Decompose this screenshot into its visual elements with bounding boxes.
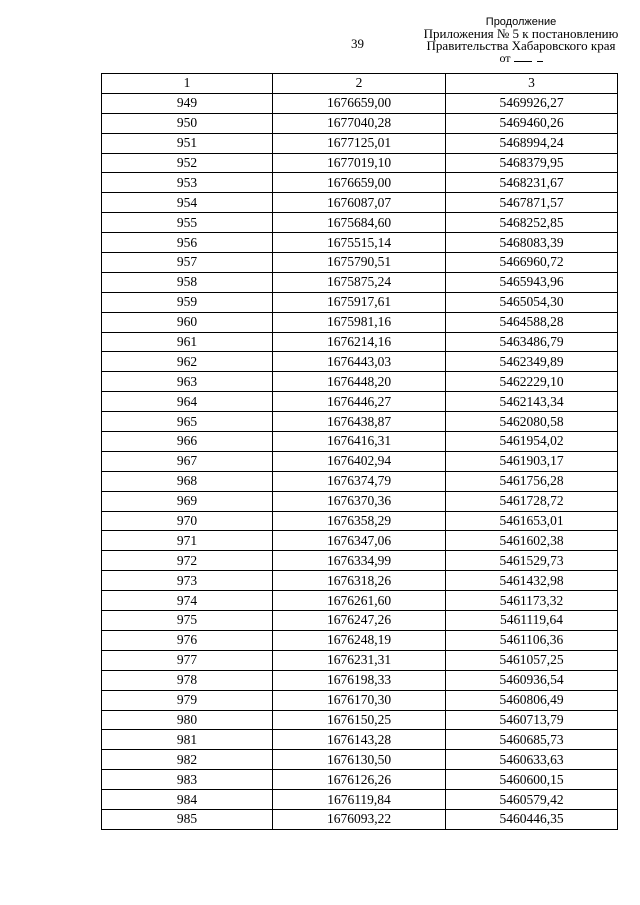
x-coordinate-cell: 1675981,16 <box>273 312 446 332</box>
document-header <box>410 16 632 64</box>
point-number-cell: 949 <box>102 93 273 113</box>
point-number-cell: 965 <box>102 412 273 432</box>
government-line: Правительства Хабаровского края <box>426 38 616 53</box>
y-coordinate-cell: 5462143,34 <box>446 392 618 412</box>
point-number-cell: 981 <box>102 730 273 750</box>
point-number-cell: 957 <box>102 253 273 273</box>
y-coordinate-cell: 5461954,02 <box>446 432 618 452</box>
x-coordinate-cell: 1676446,27 <box>273 392 446 412</box>
x-coordinate-cell: 1675515,14 <box>273 233 446 253</box>
table-row <box>102 332 618 352</box>
x-coordinate-cell: 1676358,29 <box>273 511 446 531</box>
date-blank-tail <box>537 53 543 62</box>
point-number-cell: 953 <box>102 173 273 193</box>
x-coordinate-cell: 1675917,61 <box>273 292 446 312</box>
y-coordinate-cell: 5461903,17 <box>446 451 618 471</box>
table-row <box>102 233 618 253</box>
x-coordinate-cell: 1676374,79 <box>273 471 446 491</box>
point-number-cell: 974 <box>102 591 273 611</box>
page-number: 39 <box>351 36 364 51</box>
y-coordinate-cell: 5468379,95 <box>446 153 618 173</box>
y-coordinate-cell: 5463486,79 <box>446 332 618 352</box>
y-coordinate-cell: 5461106,36 <box>446 630 618 650</box>
y-coordinate-cell: 5468994,24 <box>446 133 618 153</box>
y-coordinate-cell: 5460713,79 <box>446 710 618 730</box>
y-coordinate-cell: 5462080,58 <box>446 412 618 432</box>
x-coordinate-cell: 1677125,01 <box>273 133 446 153</box>
point-number-cell: 956 <box>102 233 273 253</box>
point-number-cell: 979 <box>102 690 273 710</box>
point-number-cell: 972 <box>102 551 273 571</box>
table-row <box>102 113 618 133</box>
x-coordinate-cell: 1676334,99 <box>273 551 446 571</box>
point-number-cell: 954 <box>102 193 273 213</box>
y-coordinate-cell: 5464588,28 <box>446 312 618 332</box>
table-row <box>102 611 618 631</box>
x-coordinate-cell: 1676130,50 <box>273 750 446 770</box>
table-header-row <box>102 74 618 94</box>
x-coordinate-cell: 1676370,36 <box>273 491 446 511</box>
x-coordinate-cell: 1676247,26 <box>273 611 446 631</box>
table-row <box>102 750 618 770</box>
table-row <box>102 710 618 730</box>
y-coordinate-cell: 5460685,73 <box>446 730 618 750</box>
table-body <box>102 93 618 829</box>
x-coordinate-cell: 1676126,26 <box>273 770 446 790</box>
x-coordinate-cell: 1676143,28 <box>273 730 446 750</box>
table-row <box>102 272 618 292</box>
table-row <box>102 153 618 173</box>
y-coordinate-cell: 5460446,35 <box>446 809 618 829</box>
table-row <box>102 630 618 650</box>
table-row <box>102 471 618 491</box>
point-number-cell: 952 <box>102 153 273 173</box>
table-row <box>102 253 618 273</box>
x-coordinate-cell: 1676248,19 <box>273 630 446 650</box>
x-coordinate-cell: 1676443,03 <box>273 352 446 372</box>
x-coordinate-cell: 1676087,07 <box>273 193 446 213</box>
point-number-cell: 963 <box>102 372 273 392</box>
y-coordinate-cell: 5460806,49 <box>446 690 618 710</box>
y-coordinate-cell: 5462349,89 <box>446 352 618 372</box>
y-coordinate-cell: 5468252,85 <box>446 213 618 233</box>
y-coordinate-cell: 5461728,72 <box>446 491 618 511</box>
y-coordinate-cell: 5468231,67 <box>446 173 618 193</box>
x-coordinate-cell: 1676402,94 <box>273 451 446 471</box>
point-number-cell: 955 <box>102 213 273 233</box>
table-row <box>102 730 618 750</box>
x-coordinate-cell: 1676170,30 <box>273 690 446 710</box>
column-header-y: 3 <box>446 74 618 94</box>
y-coordinate-cell: 5461173,32 <box>446 591 618 611</box>
y-coordinate-cell: 5460633,63 <box>446 750 618 770</box>
y-coordinate-cell: 5462229,10 <box>446 372 618 392</box>
date-line <box>410 52 632 64</box>
y-coordinate-cell: 5461529,73 <box>446 551 618 571</box>
date-prefix: от <box>499 51 511 65</box>
table-row <box>102 571 618 591</box>
table-row <box>102 213 618 233</box>
table-row <box>102 591 618 611</box>
x-coordinate-cell: 1676448,20 <box>273 372 446 392</box>
point-number-cell: 970 <box>102 511 273 531</box>
table-row <box>102 770 618 790</box>
y-coordinate-cell: 5467871,57 <box>446 193 618 213</box>
table-row <box>102 133 618 153</box>
table-row <box>102 352 618 372</box>
y-coordinate-cell: 5469926,27 <box>446 93 618 113</box>
table-row <box>102 173 618 193</box>
table-row <box>102 193 618 213</box>
point-number-cell: 960 <box>102 312 273 332</box>
table-row <box>102 432 618 452</box>
point-number-cell: 976 <box>102 630 273 650</box>
point-number-cell: 977 <box>102 650 273 670</box>
y-coordinate-cell: 5461432,98 <box>446 571 618 591</box>
table-row <box>102 551 618 571</box>
point-number-cell: 964 <box>102 392 273 412</box>
y-coordinate-cell: 5460600,15 <box>446 770 618 790</box>
point-number-cell: 950 <box>102 113 273 133</box>
point-number-cell: 971 <box>102 531 273 551</box>
x-coordinate-cell: 1675875,24 <box>273 272 446 292</box>
table-row <box>102 312 618 332</box>
point-number-cell: 982 <box>102 750 273 770</box>
y-coordinate-cell: 5460936,54 <box>446 670 618 690</box>
table-row <box>102 372 618 392</box>
point-number-cell: 968 <box>102 471 273 491</box>
coordinates-table <box>101 73 618 830</box>
y-coordinate-cell: 5465054,30 <box>446 292 618 312</box>
x-coordinate-cell: 1676416,31 <box>273 432 446 452</box>
x-coordinate-cell: 1676150,25 <box>273 710 446 730</box>
x-coordinate-cell: 1675684,60 <box>273 213 446 233</box>
date-blank-field <box>514 53 532 62</box>
y-coordinate-cell: 5461756,28 <box>446 471 618 491</box>
x-coordinate-cell: 1676659,00 <box>273 173 446 193</box>
x-coordinate-cell: 1676659,00 <box>273 93 446 113</box>
table-row <box>102 451 618 471</box>
point-number-cell: 966 <box>102 432 273 452</box>
table-row <box>102 790 618 810</box>
table-row <box>102 670 618 690</box>
x-coordinate-cell: 1676318,26 <box>273 571 446 591</box>
continuation-label: Продолжение <box>485 16 557 28</box>
x-coordinate-cell: 1676438,87 <box>273 412 446 432</box>
point-number-cell: 961 <box>102 332 273 352</box>
point-number-cell: 962 <box>102 352 273 372</box>
x-coordinate-cell: 1677019,10 <box>273 153 446 173</box>
column-header-x: 2 <box>273 74 446 94</box>
y-coordinate-cell: 5460579,42 <box>446 790 618 810</box>
y-coordinate-cell: 5465943,96 <box>446 272 618 292</box>
y-coordinate-cell: 5469460,26 <box>446 113 618 133</box>
y-coordinate-cell: 5461602,38 <box>446 531 618 551</box>
y-coordinate-cell: 5466960,72 <box>446 253 618 273</box>
table-row <box>102 809 618 829</box>
table-row <box>102 392 618 412</box>
y-coordinate-cell: 5461057,25 <box>446 650 618 670</box>
point-number-cell: 969 <box>102 491 273 511</box>
x-coordinate-cell: 1676198,33 <box>273 670 446 690</box>
table-row <box>102 531 618 551</box>
point-number-cell: 978 <box>102 670 273 690</box>
point-number-cell: 958 <box>102 272 273 292</box>
x-coordinate-cell: 1675790,51 <box>273 253 446 273</box>
x-coordinate-cell: 1676231,31 <box>273 650 446 670</box>
table-row <box>102 650 618 670</box>
point-number-cell: 975 <box>102 611 273 631</box>
y-coordinate-cell: 5468083,39 <box>446 233 618 253</box>
table-row <box>102 412 618 432</box>
point-number-cell: 985 <box>102 809 273 829</box>
point-number-cell: 980 <box>102 710 273 730</box>
x-coordinate-cell: 1676347,06 <box>273 531 446 551</box>
x-coordinate-cell: 1676119,84 <box>273 790 446 810</box>
point-number-cell: 959 <box>102 292 273 312</box>
x-coordinate-cell: 1677040,28 <box>273 113 446 133</box>
point-number-cell: 983 <box>102 770 273 790</box>
appendix-line: Приложения № 5 к постановлению <box>423 26 619 41</box>
x-coordinate-cell: 1676093,22 <box>273 809 446 829</box>
table-row <box>102 292 618 312</box>
point-number-cell: 984 <box>102 790 273 810</box>
y-coordinate-cell: 5461119,64 <box>446 611 618 631</box>
x-coordinate-cell: 1676261,60 <box>273 591 446 611</box>
x-coordinate-cell: 1676214,16 <box>273 332 446 352</box>
column-header-number: 1 <box>102 74 273 94</box>
table-row <box>102 93 618 113</box>
table-row <box>102 511 618 531</box>
table-row <box>102 491 618 511</box>
point-number-cell: 973 <box>102 571 273 591</box>
y-coordinate-cell: 5461653,01 <box>446 511 618 531</box>
point-number-cell: 967 <box>102 451 273 471</box>
point-number-cell: 951 <box>102 133 273 153</box>
table-row <box>102 690 618 710</box>
